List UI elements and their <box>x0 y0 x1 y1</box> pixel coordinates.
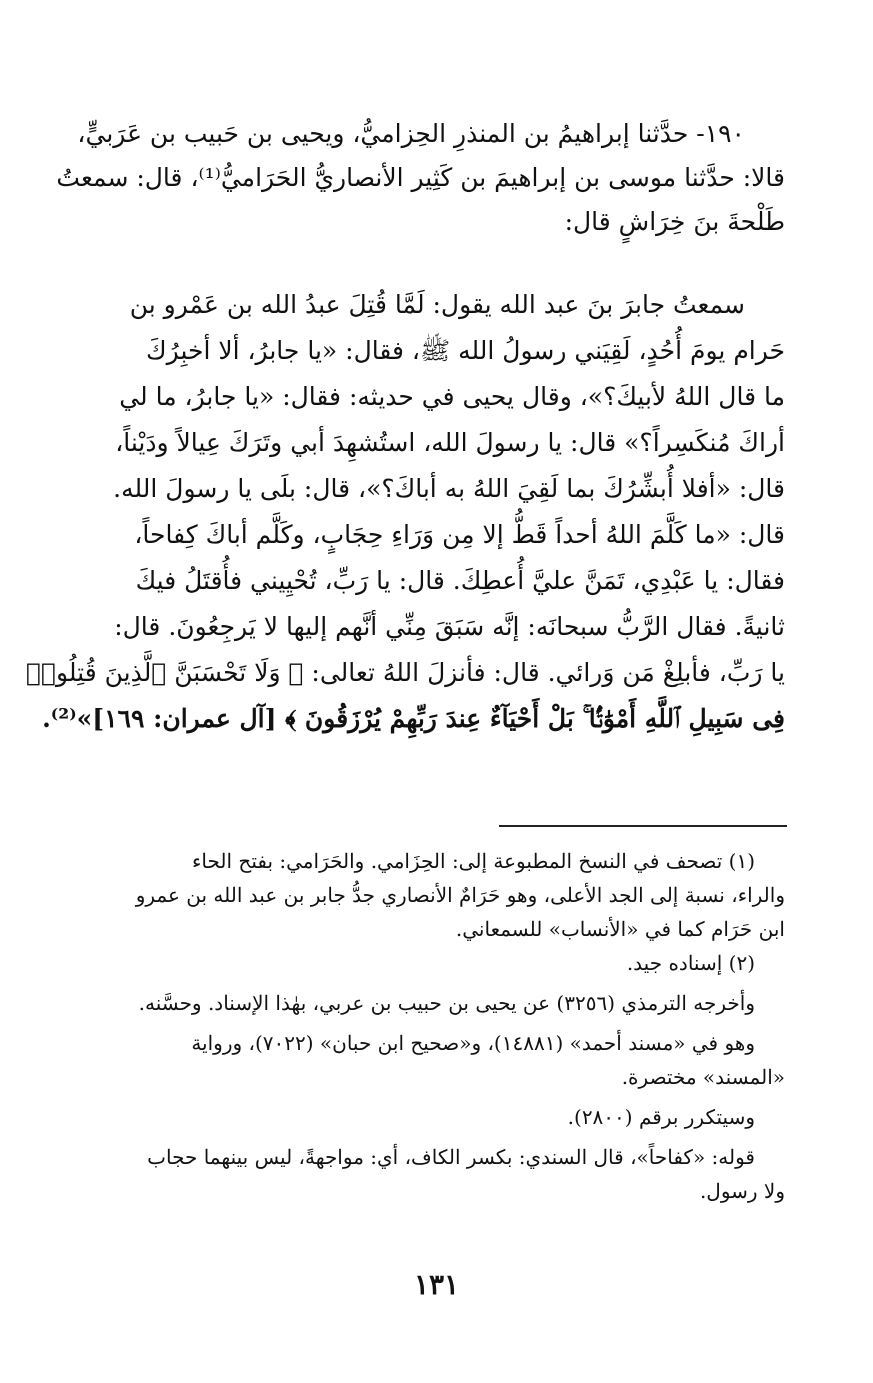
footnote-line: ابن حَرَام كما في «الأنساب» للسمعاني. <box>455 917 785 941</box>
isnad-line: طَلْحةَ بنَ خِرَاشٍ قال: <box>564 207 785 236</box>
matn-line: فقال: يا عَبْدِي، تَمَنَّ عليَّ أُعطِكَ. قال: يا رَبِّ، تُحْيِيني فأُقتَلُ فيكَ <box>135 566 785 595</box>
matn-line: حَرام يومَ أُحُدٍ، لَقِيَني رسولُ الله ﷺ، فقال: «يا جابرُ، ألا أخبِرُكَ <box>146 336 785 365</box>
hadith-matn <box>25 282 785 742</box>
page-number: ١٣١ <box>413 1268 460 1301</box>
footnote-line: (١) تصحف في النسخ المطبوعة إلى: الحِزَامي. والحَرَامي: بفتح الحاء <box>192 849 755 873</box>
matn-line-quran-verse: فِى سَبِيلِ ٱللَّهِ أَمْوَٰتًۢا ۚ بَلْ أَحْيَآءٌ عِندَ رَبِّهِمْ يُرْزَقُونَ ﴾ [آل عمران: ١٦٩]»⁽²⁾. <box>42 704 785 733</box>
footnote-line: والراء، نسبة إلى الجد الأعلى، وهو حَرَامٌ الأنصاري جدُّ جابر بن عبد الله بن عمرو <box>135 883 785 907</box>
footnote-line: وسيتكرر برقم (٢٨٠٠). <box>567 1105 755 1129</box>
matn-line: قال: «ما كَلَّمَ اللهُ أحداً قَطُّ إلا مِن وَرَاءِ حِجَابٍ، وكَلَّم أباكَ كِفاحاً، <box>134 520 785 549</box>
matn-line: ثانيةً. فقال الرَّبُّ سبحانَه: إنَّه سَبَقَ مِنِّي أنَّهم إليها لا يَرجِعُونَ. قال: <box>114 612 785 641</box>
footnote-line: «المسند» مختصرة. <box>621 1065 785 1089</box>
footnotes <box>80 844 785 1208</box>
isnad-line: قالا: حدَّثنا موسى بن إبراهيمَ بن كَثِير الأنصاريُّ الحَرَاميُّ⁽¹⁾، قال: سمعتُ <box>56 163 785 192</box>
footnote-line: ولا رسول. <box>699 1179 785 1203</box>
matn-line: ما قال اللهُ لأبيكَ؟»، وقال يحيى في حديثه: فقال: «يا جابرُ، ما لي <box>119 382 785 411</box>
matn-line: يا رَبِّ، فأبلِغْ مَن وَرائي. قال: فأنزلَ اللهُ تعالى: ﴿ وَلَا تَحْسَبَنَّ ٱلَّذِينَ قُتِلُوا۟ <box>25 658 785 687</box>
footnote-line: (٢) إسناده جيد. <box>626 951 755 975</box>
matn-line: قال: «أفلا أُبشِّرُكَ بما لَقِيَ اللهُ به أباكَ؟»، قال: بلَى يا رسولَ الله. <box>113 474 785 503</box>
matn-line: سمعتُ جابرَ بنَ عبد الله يقول: لَمَّا قُتِلَ عبدُ الله بن عَمْرو بن <box>129 290 745 319</box>
isnad-line: ١٩٠- حدَّثنا إبراهيمُ بن المنذرِ الحِزاميُّ، ويحيى بن حَبيب بن عَرَبيٍّ، <box>77 119 745 148</box>
matn-line: أراكَ مُنكَسِراً؟» قال: يا رسولَ الله، استُشهِدَ أبي وتَرَكَ عِيالاً ودَيْناً، <box>115 428 785 457</box>
footnote-line: قوله: «كفاحاً»، قال السندي: بكسر الكاف، أي: مواجهةً، ليس بينهما حجاب <box>147 1145 755 1169</box>
hadith-isnad <box>56 112 785 244</box>
footnote-separator <box>499 825 787 827</box>
footnote-line: وأخرجه الترمذي (٣٢٥٦) عن يحيى بن حبيب بن عربي، بهٰذا الإسناد. وحسَّنه. <box>138 991 755 1015</box>
footnote-line: وهو في «مسند أحمد» (١٤٨٨١)، و«صحيح ابن حبان» (٧٠٢٢)، ورواية <box>191 1031 755 1055</box>
